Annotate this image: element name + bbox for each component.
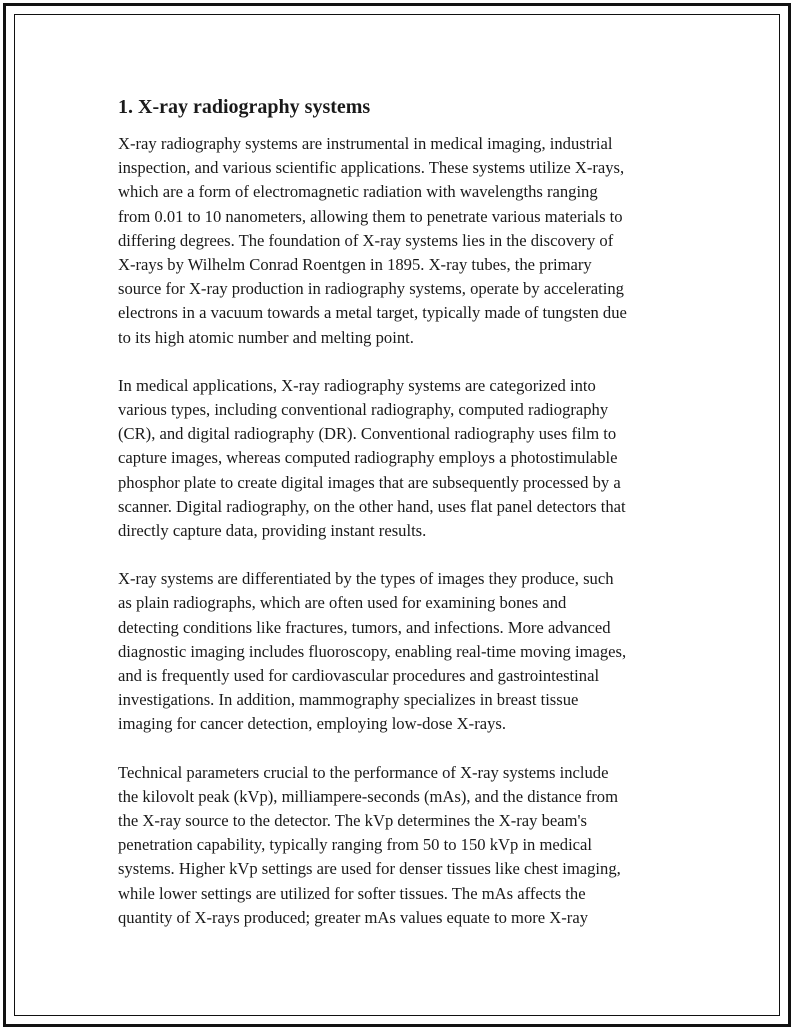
document-body bbox=[118, 94, 684, 954]
paragraph-medical-applications: In medical applications, X-ray radiography systems are categorized into various types, including conventional radiography, computed radiography (CR), and digital radiography (DR). Conventional radiography uses film to capture images, whereas computed radiography employs a photostimulable phosphor plate to create digital images that are subsequently processed by a scanner. Digital radiography, on the other hand, uses flat panel detectors that directly capture data, providing instant results. bbox=[118, 375, 626, 541]
section-heading: 1. X-ray radiography systems bbox=[118, 96, 371, 118]
paragraph-xray-overview: X-ray radiography systems are instrumental in medical imaging, industrial inspection, and various scientific applications. These systems utilize X-rays, which are a form of electromagnetic radiation with wavelengths ranging from 0.01 to 10 nanometers, allowing them to penetrate various materials to differing degrees. The foundation of X-ray systems lies in the discovery of X-rays by Wilhelm Conrad Roentgen in 1895. X-ray tubes, the primary source for X-ray production in radiography systems, operate by accelerating electrons in a vacuum towards a metal target, typically made of tungsten due to its high atomic number and melting point. bbox=[118, 134, 627, 347]
paragraph-image-types: X-ray systems are differentiated by the types of images they produce, such as plain radiographs, which are often used for examining bones and detecting conditions like fractures, tumors, and infections. More advanced diagnostic imaging includes fluoroscopy, enabling real-time moving images, and is frequently used for cardiovascular procedures and gastrointestinal investigations. In addition, mammography specializes in breast tissue imaging for cancer detection, employing low-dose X-rays. bbox=[118, 569, 627, 734]
paragraph-technical-parameters: Technical parameters crucial to the performance of X-ray systems include the kilovolt peak (kVp), milliampere-seconds (mAs), and the distance from the X-ray source to the detector. The kVp determines the X-ray beam's penetration capability, typically ranging from 50 to 150 kVp in medical systems. Higher kVp settings are used for denser tissues like chest imaging, while lower settings are utilized for softer tissues. The mAs affects the quantity of X-rays produced; greater mAs values equate to more X-ray bbox=[118, 762, 621, 927]
